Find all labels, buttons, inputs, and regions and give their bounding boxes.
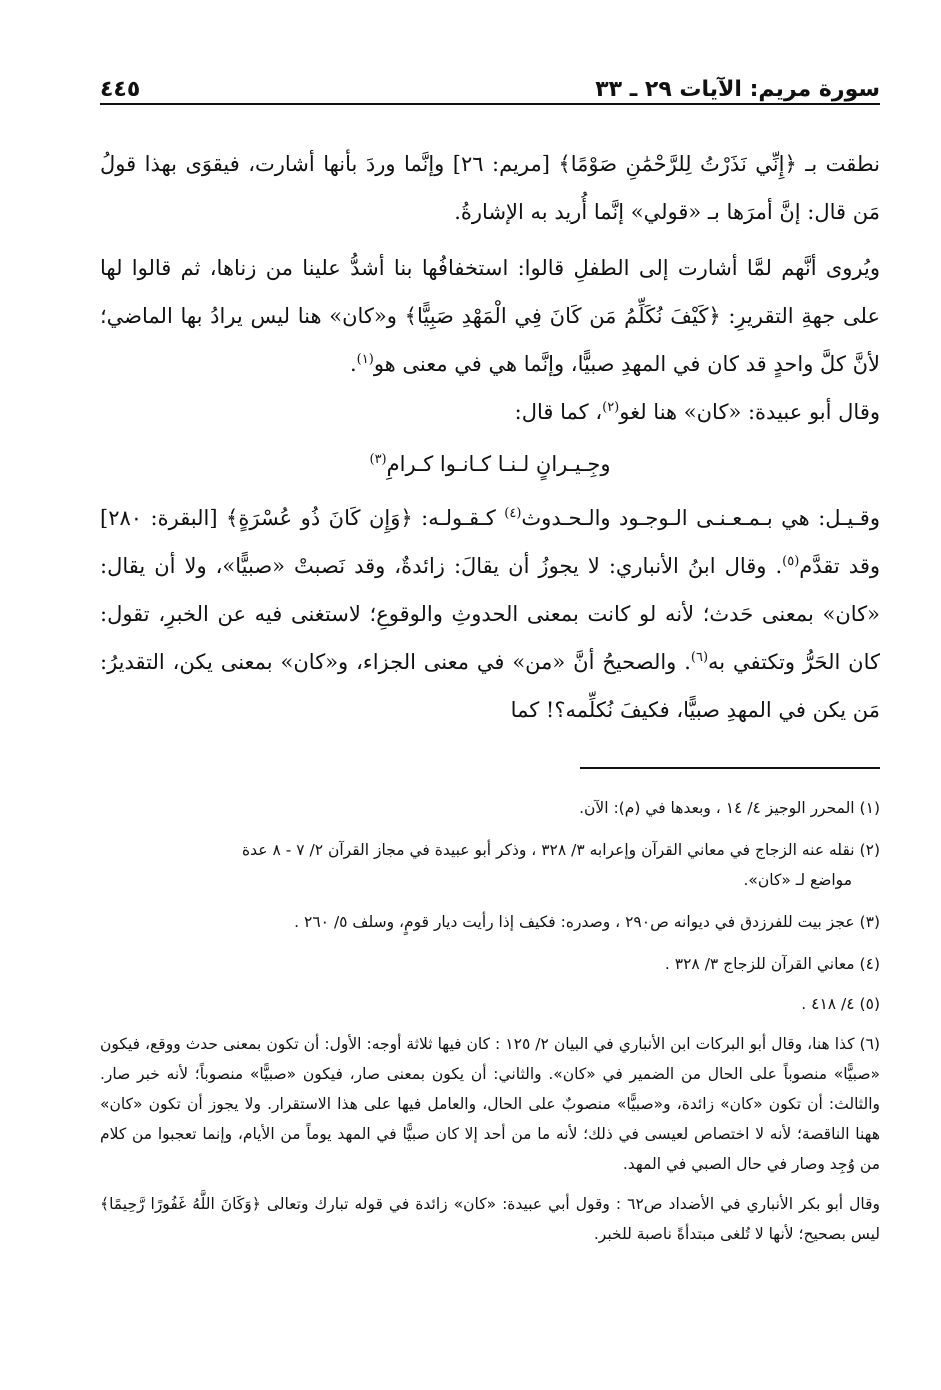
footnote-2 bbox=[100, 835, 880, 895]
paragraph-1-text: نطقت بـ ﴿إِنِّي نَذَرْتُ لِلرَّحْمَٰنِ صَوْمًا﴾ [مريم: ٢٦] وإنَّما وردَ بأنها أشارت، فيقوَى بهذا قولُ مَن قال: إنَّ أمرَها بـ «قولي» إنَّما أُريد به الإشارةُ. bbox=[100, 152, 880, 224]
footnote-ref-6[interactable]: (٦) bbox=[690, 650, 709, 665]
footnote-number: (١) bbox=[859, 799, 880, 817]
footnote-1 bbox=[100, 793, 880, 823]
footnote-continuation: مواضع لـ «كان». bbox=[743, 871, 852, 889]
paragraph-3 bbox=[100, 388, 880, 436]
verse-text: وجِـيـرانٍ لـنـا كـانـوا كـرامِ bbox=[386, 452, 611, 476]
footnote-text: كذا هنا، وقال أبو البركات ابن الأنباري في البيان ٢/ ١٢٥ : كان فيها ثلاثة أوجه: الأول: أن تكون بمعنى حدث ووقع، فيكون «صبيًّا» منصوباً على الحال من الضمير في «كان». والثاني: أن يكون بمعنى صار، فيكون «صبيًّا» منصوباً؛ لأنه خبر صار. والثالث: أن تكون «كان» زائدة، و«صبيًّا» منصوبٌ على الحال، والعامل فيها على هذا الاستقرار. ولا يجوز أن تكون «كان» ههنا الناقصة؛ لأنه لا اختصاص لعيسى في ذلك؛ لأنه ما من أحد إلا كان صبيًّا في المهد يوماً من الأيام، وإنما تعجبوا من كلام من وُجِد وصار في حال الصبي في المهد. bbox=[100, 1035, 880, 1173]
footnote-ref-1[interactable]: (١) bbox=[356, 352, 374, 367]
footnote-6 bbox=[100, 1029, 880, 1179]
footnote-ref-2[interactable]: (٢) bbox=[602, 400, 620, 415]
paragraph-4-text-d: . والصحيحُ أنَّ «من» في معنى الجزاء، و«كان» بمعنى يكن، التقديرُ: مَن يكن في المهدِ صبيًّا، فكيفَ نُكلِّمه؟! كما bbox=[100, 650, 880, 722]
footnote-ref-3[interactable]: (٣) bbox=[369, 452, 387, 467]
paragraph-4-text-b: كـقـولـه: ﴿وَإِن كَانَ ذُو عُسْرَةٍ﴾ [البقرة: ٢٨٠] وقد تقدَّم bbox=[100, 506, 880, 578]
footnote-text: نقله عنه الزجاج في معاني القرآن وإعرابه ٣/ ٣٢٨ ، وذكر أبو عبيدة في مجاز القرآن ٢/ ٧ - ٨ عدة bbox=[242, 841, 855, 859]
paragraph-3-text: وقال أبو عبيدة: «كان» هنا لغو bbox=[619, 400, 880, 424]
page-number: ٤٤٥ bbox=[100, 77, 141, 102]
footnote-separator bbox=[580, 767, 880, 769]
footnote-number: (٦) bbox=[859, 1035, 880, 1053]
footnote-ref-5[interactable]: (٥) bbox=[782, 554, 800, 569]
paragraph-4-text-c: . وقال ابنُ الأنباري: لا يجوزُ أن يقالَ: زائدةٌ، وقد نَصبتْ «صبيًّا»، ولا أن يقال: «كان» بمعنى حَدث؛ لأنه لو كانت بمعنى الحدوثِ والوقوعِ؛ لاستغنى فيه عن الخبرِ، تقول: كان الحَرُّ وتكتفي به bbox=[100, 554, 881, 674]
surah-title: سورة مريم: الآيات ٢٩ ـ ٣٣ bbox=[595, 77, 880, 102]
paragraph-4-text-a: وقـيـل: هي بـمـعـنـى الـوجـود والـحـدوث bbox=[521, 506, 880, 530]
footnote-number: (٤) bbox=[859, 955, 880, 973]
paragraph-1 bbox=[100, 140, 880, 236]
footnote-4 bbox=[100, 949, 880, 979]
paragraph-4 bbox=[100, 494, 880, 734]
footnote-text: وقال أبو بكر الأنباري في الأضداد ص٦٢ : وقول أبي عبيدة: «كان» زائدة في قوله تبارك وتعالى ﴿وَكَانَ اللَّهُ غَفُورًا رَّحِيمًا﴾ ليس بصحيح؛ لأنها لا تُلغى مبتدأةً ناصبة للخبر. bbox=[100, 1195, 880, 1243]
footnote-ref-4[interactable]: (٤) bbox=[504, 506, 522, 521]
running-header bbox=[100, 62, 880, 102]
header-rule bbox=[100, 103, 880, 105]
footnote-number: (٢) bbox=[859, 841, 880, 859]
paragraph-2-text: ويُروى أنَّهم لمَّا أشارت إلى الطفلِ قالوا: استخفافُها بنا أشدُّ علينا من زناها، ثم قالوا لها على جهةِ التقريرِ: ﴿كَيْفَ نُكَلِّمُ مَن كَانَ فِي الْمَهْدِ صَبِيًّا﴾ و«كان» هنا ليس يرادُ بها الماضي؛ لأنَّ كلَّ واحدٍ قد كان في المهدِ صبيًّا، وإنَّما هي في معنى هو bbox=[100, 256, 880, 376]
paragraph-2-end: . bbox=[349, 352, 357, 376]
footnote-text: ٤/ ٤١٨ . bbox=[801, 995, 855, 1013]
footnote-text: المحرر الوجيز ٤/ ١٤ ، وبعدها في (م): الآن. bbox=[579, 799, 855, 817]
footnote-5 bbox=[100, 989, 880, 1019]
footnote-text: معاني القرآن للزجاج ٣/ ٣٢٨ . bbox=[664, 955, 855, 973]
footnote-number: (٥) bbox=[859, 995, 880, 1013]
footnotes bbox=[100, 793, 880, 1261]
footnote-3 bbox=[100, 907, 880, 937]
poetry-verse bbox=[100, 440, 880, 488]
footnote-number: (٣) bbox=[859, 913, 880, 931]
paragraph-3-end: ، كما قال: bbox=[514, 400, 603, 424]
paragraph-2 bbox=[100, 244, 880, 388]
footnote-text: عجز بيت للفرزدق في ديوانه ص٢٩٠ ، وصدره: فكيف إذا رأيت ديار قومٍ، وسلف ٥/ ٢٦٠ . bbox=[294, 913, 855, 931]
footnote-6-continuation bbox=[100, 1189, 880, 1249]
main-text bbox=[100, 140, 880, 734]
